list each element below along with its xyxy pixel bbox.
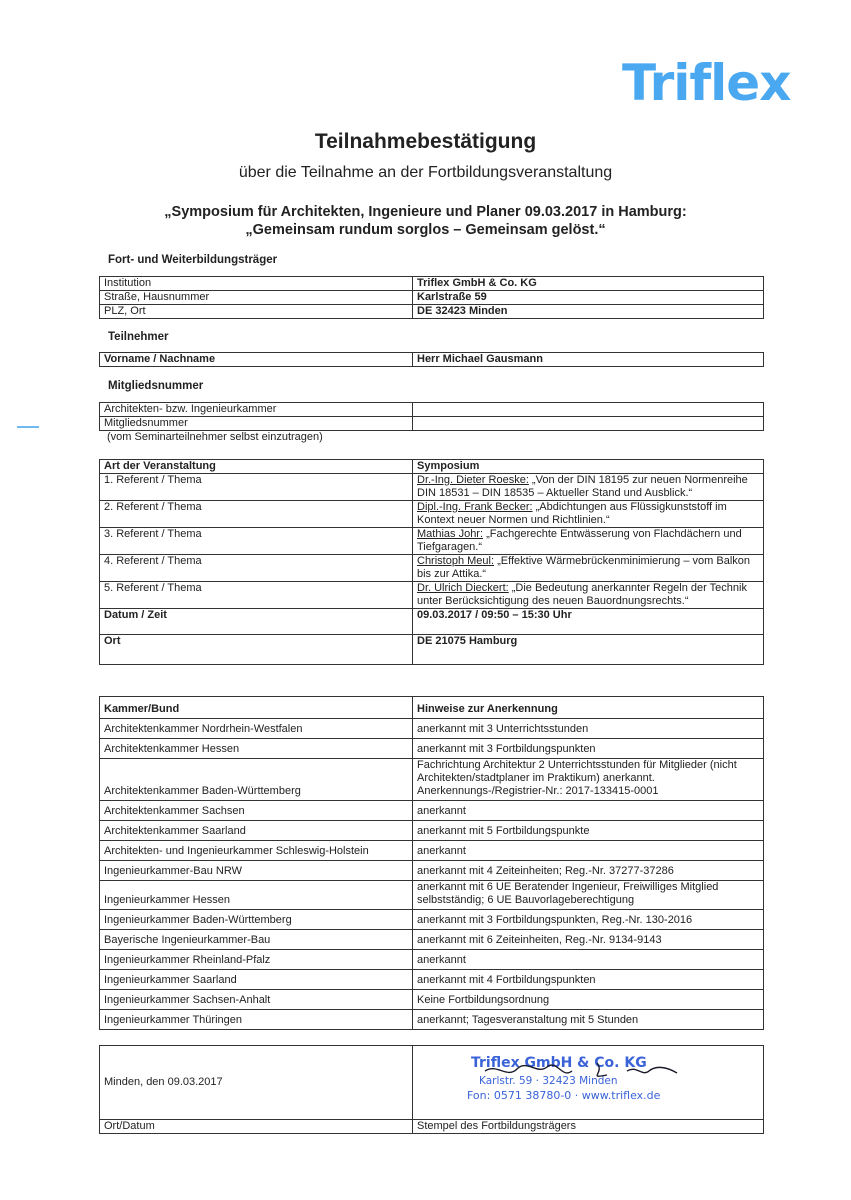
topic-text: „Die Bedeutung anerkannter Regeln der Technik unter Berücksichtigung des neuen Bauordnungsrechts.“ xyxy=(417,582,747,607)
recognition-note: anerkannt mit 3 Fortbildungspunkten, Reg.-Nr. 130-2016 xyxy=(413,910,764,930)
chamber-name: Architektenkammer Sachsen xyxy=(100,801,413,821)
table-row xyxy=(100,609,764,635)
provider-section-label: Fort- und Weiterbildungsträger xyxy=(108,254,278,266)
triflex-logo: Triflex xyxy=(622,54,791,112)
membership-key: Mitgliedsnummer xyxy=(100,417,413,431)
table-row xyxy=(100,910,764,930)
event-title xyxy=(0,203,851,239)
company-stamp xyxy=(467,1054,687,1109)
recognition-note: anerkannt xyxy=(413,841,764,861)
recognition-note: anerkannt mit 5 Fortbildungspunkte xyxy=(413,821,764,841)
table-row xyxy=(100,881,764,910)
speaker-topic xyxy=(413,501,764,528)
table-row xyxy=(100,990,764,1010)
place-value: DE 21075 Hamburg xyxy=(413,635,764,665)
member-number-field[interactable] xyxy=(413,417,764,431)
place-date-label: Ort/Datum xyxy=(100,1120,413,1134)
speaker-name: Dr.-Ing. Dieter Roeske: xyxy=(417,474,529,486)
recognition-note: anerkannt mit 6 Zeiteinheiten, Reg.-Nr. 9134-9143 xyxy=(413,930,764,950)
table-row xyxy=(100,460,764,474)
table-row xyxy=(100,801,764,821)
table-row xyxy=(100,528,764,555)
chamber-name: Architektenkammer Hessen xyxy=(100,739,413,759)
recognition-note: Keine Fortbildungsordnung xyxy=(413,990,764,1010)
table-row xyxy=(100,353,764,367)
table-row xyxy=(100,930,764,950)
provider-value: Karlstraße 59 xyxy=(413,291,764,305)
chamber-name: Architekten- und Ingenieurkammer Schleswig-Holstein xyxy=(100,841,413,861)
topic-text: „Von der DIN 18195 zur neuen Normenreihe DIN 18531 – DIN 18535 – Aktueller Stand und Ausblick.“ xyxy=(417,474,748,499)
speaker-topic xyxy=(413,474,764,501)
table-header-row xyxy=(100,697,764,719)
chamber-name: Architektenkammer Saarland xyxy=(100,821,413,841)
recognition-note: anerkannt; Tagesveranstaltung mit 5 Stunden xyxy=(413,1010,764,1030)
participant-key: Vorname / Nachname xyxy=(100,353,413,367)
speaker-key: 4. Referent / Thema xyxy=(100,555,413,582)
recognition-table xyxy=(99,696,764,1030)
chamber-name: Architektenkammer Nordrhein-Westfalen xyxy=(100,719,413,739)
document-title: Teilnahmebestätigung xyxy=(314,130,537,153)
speaker-key: 3. Referent / Thema xyxy=(100,528,413,555)
column-header-notes: Hinweise zur Anerkennung xyxy=(413,697,764,719)
speaker-key: 2. Referent / Thema xyxy=(100,501,413,528)
stamp-label: Stempel des Fortbildungsträgers xyxy=(413,1120,764,1134)
speaker-topic xyxy=(413,555,764,582)
recognition-note: anerkannt mit 3 Fortbildungspunkten xyxy=(413,739,764,759)
provider-key: Institution xyxy=(100,277,413,291)
table-row xyxy=(100,291,764,305)
event-type-value: Symposium xyxy=(413,460,764,474)
signature-table xyxy=(99,1045,764,1134)
chamber-name: Ingenieurkammer Hessen xyxy=(100,881,413,910)
provider-value: Triflex GmbH & Co. KG xyxy=(413,277,764,291)
speaker-name: Christoph Meul: xyxy=(417,555,495,567)
event-table xyxy=(99,459,764,665)
topic-text: „Abdichtungen aus Flüssigkunststoff im Kontext neuer Normen und Richtlinien.“ xyxy=(417,501,727,526)
membership-section-label: Mitgliedsnummer xyxy=(108,380,204,392)
membership-key: Architekten- bzw. Ingenieurkammer xyxy=(100,403,413,417)
recognition-note: anerkannt mit 4 Fortbildungspunkten xyxy=(413,970,764,990)
topic-text: „Effektive Wärmebrückenminimierung – vom Balkon bis zur Attika.“ xyxy=(417,555,750,580)
stamp-cell xyxy=(413,1046,764,1120)
date-value: 09.03.2017 / 09:50 – 15:30 Uhr xyxy=(413,609,764,635)
speaker-key: 5. Referent / Thema xyxy=(100,582,413,609)
table-row xyxy=(100,861,764,881)
table-row xyxy=(100,635,764,665)
chamber-name: Ingenieurkammer Baden-Württemberg xyxy=(100,910,413,930)
table-row xyxy=(100,403,764,417)
chamber-name: Ingenieurkammer Sachsen-Anhalt xyxy=(100,990,413,1010)
handwritten-signature xyxy=(477,1057,687,1087)
table-row xyxy=(100,474,764,501)
table-row xyxy=(100,1046,764,1120)
place-key: Ort xyxy=(100,635,413,665)
event-title-line-2: „Gemeinsam rundum sorglos – Gemeinsam gelöst.“ xyxy=(245,222,606,238)
table-row xyxy=(100,1120,764,1134)
recognition-note: anerkannt xyxy=(413,950,764,970)
table-row xyxy=(100,950,764,970)
chamber-name: Bayerische Ingenieurkammer-Bau xyxy=(100,930,413,950)
provider-key: Straße, Hausnummer xyxy=(100,291,413,305)
recognition-note: anerkannt mit 6 UE Beratender Ingenieur, Freiwilliges Mitglied selbstständig; 6 UE Bauvorlageberechtigung xyxy=(413,881,764,910)
place-date: Minden, den 09.03.2017 xyxy=(100,1046,413,1120)
stamp-company: Triflex GmbH & Co. KG xyxy=(471,1054,647,1071)
recognition-note: Fachrichtung Architektur 2 Unterrichtsstunden für Mitglieder (nicht Architekten/stadtplaner im Praktikum) anerkannt. Anerkennungs-/Registrier-Nr.: 2017-133415-0001 xyxy=(413,759,764,801)
provider-key: PLZ, Ort xyxy=(100,305,413,319)
provider-table xyxy=(99,276,764,319)
table-row xyxy=(100,739,764,759)
stamp-address: Karlstr. 59 · 32423 Minden xyxy=(479,1074,618,1087)
speaker-name: Dr. Ulrich Dieckert: xyxy=(417,582,509,594)
date-key: Datum / Zeit xyxy=(100,609,413,635)
table-row xyxy=(100,555,764,582)
chamber-field[interactable] xyxy=(413,403,764,417)
table-row xyxy=(100,305,764,319)
membership-table xyxy=(99,402,764,431)
speaker-name: Dipl.-Ing. Frank Becker: xyxy=(417,501,533,513)
table-row xyxy=(100,1010,764,1030)
chamber-name: Ingenieurkammer-Bau NRW xyxy=(100,861,413,881)
stamp-contact: Fon: 0571 38780-0 · www.triflex.de xyxy=(467,1088,661,1102)
table-row xyxy=(100,277,764,291)
recognition-note: anerkannt mit 4 Zeiteinheiten; Reg.-Nr. 37277-37286 xyxy=(413,861,764,881)
participant-section-label: Teilnehmer xyxy=(108,331,169,343)
table-row xyxy=(100,970,764,990)
table-row xyxy=(100,759,764,801)
column-header-chamber: Kammer/Bund xyxy=(100,697,413,719)
participant-table xyxy=(99,352,764,367)
recognition-note: anerkannt xyxy=(413,801,764,821)
chamber-name: Architektenkammer Baden-Württemberg xyxy=(100,759,413,801)
membership-note: (vom Seminarteilnehmer selbst einzutragen) xyxy=(107,431,323,443)
table-row xyxy=(100,841,764,861)
topic-text: „Fachgerechte Entwässerung von Flachdächern und Tiefgaragen.“ xyxy=(417,528,742,553)
chamber-name: Ingenieurkammer Thüringen xyxy=(100,1010,413,1030)
table-row xyxy=(100,821,764,841)
chamber-name: Ingenieurkammer Rheinland-Pfalz xyxy=(100,950,413,970)
document-subtitle: über die Teilnahme an der Fortbildungsveranstaltung xyxy=(238,164,613,181)
speaker-topic xyxy=(413,528,764,555)
event-title-line-1: „Symposium für Architekten, Ingenieure und Planer 09.03.2017 in Hamburg: xyxy=(164,204,687,220)
chamber-name: Ingenieurkammer Saarland xyxy=(100,970,413,990)
table-row xyxy=(100,719,764,739)
speaker-topic xyxy=(413,582,764,609)
event-type-key: Art der Veranstaltung xyxy=(100,460,413,474)
speaker-name: Mathias Johr: xyxy=(417,528,484,540)
table-row xyxy=(100,501,764,528)
speaker-key: 1. Referent / Thema xyxy=(100,474,413,501)
provider-value: DE 32423 Minden xyxy=(413,305,764,319)
participant-name: Herr Michael Gausmann xyxy=(413,353,764,367)
recognition-note: anerkannt mit 3 Unterrichtsstunden xyxy=(413,719,764,739)
table-row xyxy=(100,417,764,431)
table-row xyxy=(100,582,764,609)
margin-mark xyxy=(17,426,39,428)
